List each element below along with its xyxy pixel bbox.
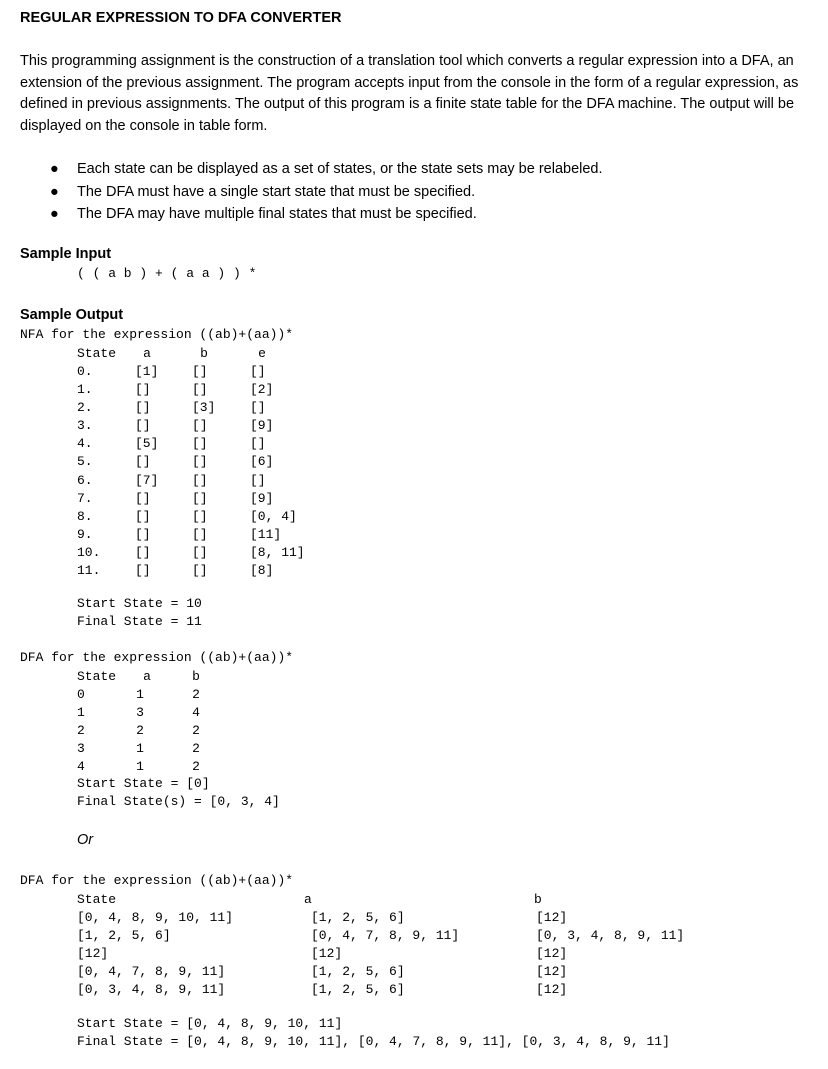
- table-cell: 4: [77, 759, 85, 774]
- column-header: b: [200, 346, 208, 361]
- table-cell: []: [192, 454, 208, 470]
- dfa1-title: DFA for the expression ((ab)+(aa))*: [20, 650, 294, 665]
- intro-paragraph: This programming assignment is the construction of a translation tool which converts a regular expression into a DFA, an extension of the previous assignment. The program accepts input from the console in the form of a regular expression, as defined in previous assignments. The output of this program is a finite state table for the DFA machine. The output will be displayed on the console in table form.: [20, 53, 799, 134]
- column-header: b: [534, 892, 542, 907]
- page-title: REGULAR EXPRESSION TO DFA CONVERTER: [20, 10, 342, 26]
- table-cell: 2: [136, 723, 144, 738]
- table-cell: [12]: [536, 910, 568, 925]
- nfa-final-state: Final State = 11: [77, 614, 202, 629]
- column-header: b: [192, 669, 200, 684]
- table-cell: []: [135, 418, 151, 434]
- table-cell: 0.: [77, 364, 93, 380]
- table-cell: [1, 2, 5, 6]: [311, 910, 405, 925]
- table-cell: []: [192, 436, 208, 452]
- table-cell: []: [192, 382, 208, 398]
- sample-input-heading: Sample Input: [20, 246, 112, 262]
- table-cell: 8.: [77, 508, 93, 524]
- sample-input-value: ( ( a b ) + ( a a ) ) *: [77, 266, 257, 281]
- list-item: [50, 181, 603, 204]
- column-header: e: [258, 346, 266, 361]
- table-cell: []: [135, 400, 151, 416]
- table-cell: [1, 2, 5, 6]: [311, 964, 405, 979]
- bullet-icon: ●: [50, 183, 59, 200]
- table-cell: [0, 3, 4, 8, 9, 11]: [77, 982, 226, 997]
- table-cell: 2: [77, 723, 85, 738]
- dfa2-title: DFA for the expression ((ab)+(aa))*: [20, 873, 294, 888]
- column-header: a: [304, 892, 312, 907]
- table-cell: [9]: [250, 418, 274, 434]
- table-cell: [0, 3, 4, 8, 9, 11]: [536, 928, 685, 943]
- table-cell: []: [192, 544, 208, 560]
- table-cell: []: [250, 472, 266, 488]
- table-cell: []: [192, 472, 208, 488]
- table-cell: [0, 4, 7, 8, 9, 11]: [77, 964, 226, 979]
- table-cell: []: [250, 436, 266, 452]
- dfa1-final-state: Final State(s) = [0, 3, 4]: [77, 794, 280, 809]
- table-cell: [12]: [536, 964, 568, 979]
- table-cell: 1: [136, 741, 144, 756]
- table-cell: [12]: [536, 946, 568, 961]
- table-cell: []: [192, 490, 208, 506]
- table-cell: [5]: [135, 436, 159, 452]
- table-cell: []: [135, 508, 151, 524]
- table-cell: []: [135, 544, 151, 560]
- table-cell: 6.: [77, 472, 93, 488]
- dfa2-start-state: Start State = [0, 4, 8, 9, 10, 11]: [77, 1016, 343, 1031]
- table-cell: 2: [192, 687, 200, 702]
- table-cell: [7]: [135, 472, 159, 488]
- table-cell: [11]: [250, 526, 282, 542]
- table-cell: 10.: [77, 544, 101, 560]
- table-cell: []: [250, 400, 266, 416]
- table-cell: 11.: [77, 562, 101, 578]
- table-cell: 9.: [77, 526, 93, 542]
- table-cell: []: [192, 418, 208, 434]
- table-cell: [12]: [311, 946, 343, 961]
- table-cell: [0, 4, 8, 9, 10, 11]: [77, 910, 234, 925]
- table-cell: 5.: [77, 454, 93, 470]
- table-cell: 2.: [77, 400, 93, 416]
- table-cell: 3: [77, 741, 85, 756]
- table-cell: [12]: [536, 982, 568, 997]
- table-cell: []: [135, 562, 151, 578]
- bullet-text: The DFA may have multiple final states that must be specified.: [77, 206, 477, 222]
- table-cell: []: [135, 490, 151, 506]
- table-cell: 1: [77, 705, 85, 720]
- column-header: a: [143, 346, 151, 361]
- dfa2-final-state: Final State = [0, 4, 8, 9, 10, 11], [0, 4, 7, 8, 9, 11], [0, 3, 4, 8, 9, 11]: [77, 1034, 670, 1049]
- nfa-title: NFA for the expression ((ab)+(aa))*: [20, 327, 294, 342]
- table-cell: [6]: [250, 454, 274, 470]
- table-cell: []: [135, 526, 151, 542]
- column-header: State: [77, 892, 117, 907]
- table-cell: 2: [192, 741, 200, 756]
- table-cell: []: [192, 526, 208, 542]
- table-cell: 3.: [77, 418, 93, 434]
- table-cell: [3]: [192, 400, 216, 416]
- table-cell: [0, 4]: [250, 508, 297, 524]
- table-cell: []: [192, 562, 208, 578]
- column-header: State: [77, 669, 117, 684]
- table-cell: [8, 11]: [250, 544, 305, 560]
- list-item: [50, 158, 603, 181]
- table-cell: [0, 4, 7, 8, 9, 11]: [311, 928, 460, 943]
- table-cell: []: [192, 364, 208, 380]
- bullet-icon: ●: [50, 161, 59, 177]
- table-cell: 4.: [77, 436, 93, 452]
- table-cell: 2: [192, 723, 200, 738]
- table-cell: []: [135, 454, 151, 470]
- dfa1-start-state: Start State = [0]: [77, 776, 210, 791]
- nfa-start-state: Start State = 10: [77, 596, 202, 611]
- table-cell: 0: [77, 687, 85, 702]
- list-item: [50, 203, 603, 226]
- table-cell: [1, 2, 5, 6]: [311, 982, 405, 997]
- table-cell: 4: [192, 705, 200, 720]
- table-cell: 1: [136, 759, 144, 774]
- table-cell: 2: [192, 759, 200, 774]
- table-cell: [1]: [135, 364, 159, 380]
- column-header: State: [77, 346, 117, 361]
- column-header: a: [143, 669, 151, 684]
- table-cell: 7.: [77, 490, 93, 506]
- table-cell: 1.: [77, 382, 93, 398]
- table-cell: [9]: [250, 490, 274, 506]
- table-cell: 3: [136, 705, 144, 720]
- table-cell: []: [135, 382, 151, 398]
- table-cell: [1, 2, 5, 6]: [77, 928, 171, 943]
- or-label: Or: [77, 832, 94, 848]
- table-cell: []: [250, 364, 266, 380]
- bullet-text: Each state can be displayed as a set of states, or the state sets may be relabeled.: [77, 161, 603, 177]
- bullet-icon: ●: [50, 206, 59, 222]
- table-cell: [12]: [77, 946, 109, 961]
- requirements-list: [50, 158, 603, 226]
- table-cell: []: [192, 508, 208, 524]
- table-cell: 1: [136, 687, 144, 702]
- table-cell: [8]: [250, 562, 274, 578]
- bullet-text: The DFA must have a single start state that must be specified.: [77, 183, 476, 200]
- table-cell: [2]: [250, 382, 274, 398]
- sample-output-heading: Sample Output: [20, 307, 124, 323]
